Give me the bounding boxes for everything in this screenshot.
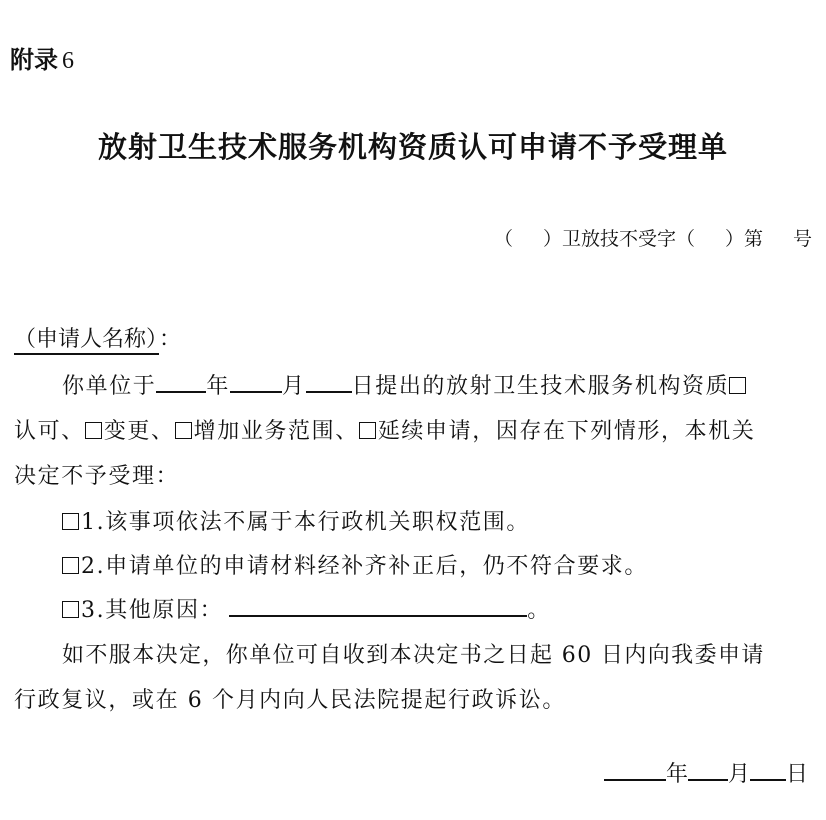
other-reason-blank[interactable] bbox=[229, 597, 527, 617]
doc-number-mid: ）卫放技不受字（ bbox=[542, 228, 695, 250]
checkbox-renewal[interactable] bbox=[359, 422, 376, 439]
month-blank[interactable] bbox=[230, 373, 282, 393]
text-nian: 年 bbox=[206, 374, 231, 399]
checkbox-approval[interactable] bbox=[729, 377, 746, 394]
sign-month-blank[interactable] bbox=[688, 761, 728, 781]
text-yu: 你单位于 bbox=[62, 374, 157, 399]
sign-yue: 月 bbox=[727, 762, 750, 787]
applicant-name-field[interactable]: （申请人名称） bbox=[14, 327, 159, 355]
sign-nian: 年 bbox=[665, 762, 688, 787]
item-2-text: 2.申请单位的申请材料经补齐补正后，仍不符合要求。 bbox=[81, 554, 648, 579]
text-ri-rest: 日提出的放射卫生技术服务机构资质 bbox=[351, 374, 730, 399]
sign-day-blank[interactable] bbox=[750, 761, 786, 781]
item-3 bbox=[62, 593, 551, 624]
appendix-text: 附录 bbox=[10, 46, 58, 74]
text-add-scope: 增加业务范围、 bbox=[193, 419, 359, 444]
item-1-text: 1.该事项依法不属于本行政机关职权范围。 bbox=[81, 510, 530, 535]
para1-line3: 决定不予受理： bbox=[14, 464, 180, 489]
addressee-colon: ： bbox=[159, 327, 182, 352]
day-blank[interactable] bbox=[306, 373, 352, 393]
document-title: 放射卫生技术服务机构资质认可申请不予受理单 bbox=[97, 130, 728, 164]
checkbox-change[interactable] bbox=[85, 422, 102, 439]
appendix-label bbox=[10, 40, 74, 75]
doc-number-di: ）第 bbox=[724, 228, 763, 250]
item-2 bbox=[62, 549, 648, 580]
doc-number-open: （ bbox=[493, 228, 513, 250]
checkbox-add-scope[interactable] bbox=[175, 422, 192, 439]
item-3-end: 。 bbox=[527, 598, 551, 623]
doc-number-hao: 号 bbox=[792, 228, 812, 250]
year-blank[interactable] bbox=[156, 373, 206, 393]
document-number bbox=[494, 224, 812, 251]
para1-line2 bbox=[14, 414, 755, 445]
para2-line2: 行政复议，或在 6 个月内向人民法院提起行政诉讼。 bbox=[14, 688, 566, 713]
text-renewal: 延续申请，因存在下列情形，本机关 bbox=[377, 419, 756, 444]
para2-line1: 如不服本决定，你单位可自收到本决定书之日起 60 日内向我委申请 bbox=[62, 643, 765, 668]
item-1 bbox=[62, 505, 530, 536]
item-3-text: 3.其他原因： bbox=[81, 598, 224, 623]
checkbox-item-2[interactable] bbox=[62, 557, 79, 574]
addressee-line bbox=[14, 322, 181, 353]
checkbox-item-1[interactable] bbox=[62, 513, 79, 530]
text-yue: 月 bbox=[282, 374, 306, 399]
text-approval: 认可、 bbox=[14, 419, 85, 444]
para1-line1 bbox=[62, 369, 748, 400]
sign-date bbox=[604, 757, 808, 788]
sign-year-blank[interactable] bbox=[604, 761, 666, 781]
text-change: 变更、 bbox=[103, 419, 175, 444]
sign-ri: 日 bbox=[785, 762, 808, 787]
appendix-number: 6 bbox=[62, 48, 74, 74]
checkbox-item-3[interactable] bbox=[62, 601, 79, 618]
